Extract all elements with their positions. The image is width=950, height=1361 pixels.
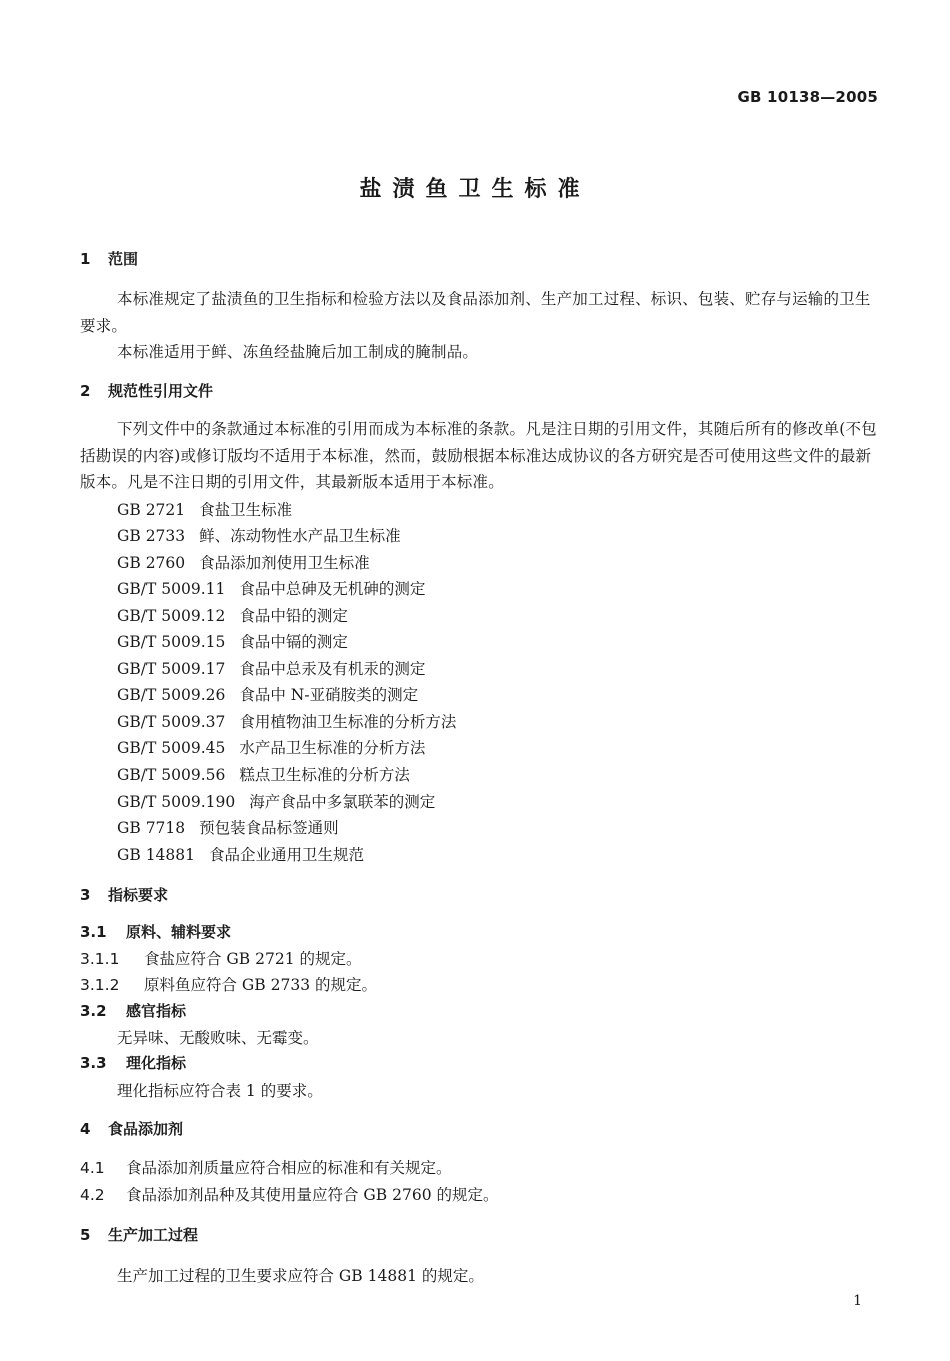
section-1-heading bbox=[80, 248, 138, 269]
section-title: 范围 bbox=[108, 250, 139, 268]
reference-item bbox=[117, 710, 456, 732]
reference-title: 海产食品中多氯联苯的测定 bbox=[249, 793, 436, 811]
reference-item bbox=[117, 763, 410, 785]
reference-item bbox=[117, 604, 348, 626]
reference-item bbox=[117, 630, 348, 652]
clause-text: 食品添加剂品种及其使用量应符合 GB 2760 的规定。 bbox=[126, 1186, 499, 1204]
section-1-paragraph-1: 本标准规定了盐渍鱼的卫生指标和检验方法以及食品添加剂、生产加工过程、标识、包装、贮存与运输的卫生要求。 bbox=[80, 290, 871, 335]
section-3-heading bbox=[80, 884, 168, 905]
reference-item bbox=[117, 551, 370, 573]
section-1-paragraph-2: 本标准适用于鲜、冻鱼经盐腌后加工制成的腌制品。 bbox=[117, 343, 479, 361]
section-number: 3 bbox=[80, 886, 91, 904]
section-title: 原料、辅料要求 bbox=[126, 923, 232, 941]
reference-item bbox=[117, 816, 339, 838]
subsection-3-2-text: 无异味、无酸败味、无霉变。 bbox=[117, 1029, 319, 1047]
clause-3-1-2 bbox=[80, 973, 377, 995]
reference-title: 食品添加剂使用卫生标准 bbox=[199, 554, 370, 572]
clause-text: 食盐应符合 GB 2721 的规定。 bbox=[144, 950, 362, 968]
section-title: 指标要求 bbox=[108, 886, 169, 904]
reference-item bbox=[117, 577, 425, 599]
reference-code: GB/T 5009.15 bbox=[117, 633, 226, 651]
reference-title: 食盐卫生标准 bbox=[199, 501, 293, 519]
reference-title: 食品企业通用卫生规范 bbox=[209, 846, 365, 864]
document-title: 盐渍鱼卫生标准 bbox=[359, 177, 591, 202]
section-4-heading bbox=[80, 1118, 183, 1139]
reference-item bbox=[117, 657, 425, 679]
section-title: 规范性引用文件 bbox=[108, 382, 214, 400]
reference-item bbox=[117, 843, 364, 865]
subsection-3-1-heading bbox=[80, 921, 231, 942]
section-number: 2 bbox=[80, 382, 91, 400]
section-title: 理化指标 bbox=[126, 1054, 187, 1072]
section-number: 5 bbox=[80, 1226, 91, 1244]
reference-item bbox=[117, 790, 435, 812]
reference-code: GB 2760 bbox=[117, 554, 186, 572]
reference-item bbox=[117, 524, 401, 546]
reference-code: GB/T 5009.190 bbox=[117, 793, 236, 811]
reference-code: GB 2733 bbox=[117, 527, 186, 545]
section-number: 4 bbox=[80, 1120, 91, 1138]
reference-title: 水产品卫生标准的分析方法 bbox=[239, 739, 426, 757]
reference-code: GB/T 5009.56 bbox=[117, 766, 226, 784]
section-title: 食品添加剂 bbox=[108, 1120, 184, 1138]
page-number: 1 bbox=[853, 1293, 862, 1309]
reference-code: GB 2721 bbox=[117, 501, 186, 519]
reference-code: GB 14881 bbox=[117, 846, 196, 864]
section-5-heading bbox=[80, 1224, 198, 1245]
reference-title: 食品中铅的测定 bbox=[239, 607, 348, 625]
subsection-3-3-text: 理化指标应符合表 1 的要求。 bbox=[117, 1082, 323, 1100]
standard-number: GB 10138—2005 bbox=[737, 88, 878, 106]
section-number: 1 bbox=[80, 250, 91, 268]
reference-code: GB/T 5009.37 bbox=[117, 713, 226, 731]
section-title: 生产加工过程 bbox=[108, 1226, 199, 1244]
reference-code: GB/T 5009.11 bbox=[117, 580, 226, 598]
subsection-3-3-heading bbox=[80, 1052, 186, 1073]
clause-text: 食品添加剂质量应符合相应的标准和有关规定。 bbox=[126, 1159, 452, 1177]
reference-item bbox=[117, 736, 425, 758]
clause-4-1 bbox=[80, 1156, 452, 1178]
section-5-text: 生产加工过程的卫生要求应符合 GB 14881 的规定。 bbox=[117, 1267, 484, 1285]
reference-title: 食品中总汞及有机汞的测定 bbox=[239, 660, 426, 678]
section-number: 3.3 bbox=[80, 1054, 107, 1072]
section-number: 3.1 bbox=[80, 923, 107, 941]
clause-number: 4.2 bbox=[80, 1186, 105, 1204]
reference-item bbox=[117, 683, 418, 705]
clause-number: 4.1 bbox=[80, 1159, 105, 1177]
reference-title: 食用植物油卫生标准的分析方法 bbox=[239, 713, 457, 731]
reference-code: GB/T 5009.26 bbox=[117, 686, 226, 704]
reference-title: 糕点卫生标准的分析方法 bbox=[239, 766, 410, 784]
clause-4-2 bbox=[80, 1183, 499, 1205]
clause-number: 3.1.1 bbox=[80, 950, 120, 968]
reference-code: GB/T 5009.17 bbox=[117, 660, 226, 678]
clause-3-1-1 bbox=[80, 947, 362, 969]
reference-code: GB/T 5009.45 bbox=[117, 739, 226, 757]
reference-title: 食品中 N-亚硝胺类的测定 bbox=[239, 686, 419, 704]
reference-code: GB 7718 bbox=[117, 819, 186, 837]
reference-code: GB/T 5009.12 bbox=[117, 607, 226, 625]
clause-text: 原料鱼应符合 GB 2733 的规定。 bbox=[144, 976, 378, 994]
section-title: 感官指标 bbox=[126, 1002, 187, 1020]
section-2-paragraph: 下列文件中的条款通过本标准的引用而成为本标准的条款。凡是注日期的引用文件，其随后所有的修改单(不包括勘误的内容)或修订版均不适用于本标准，然而，鼓励根据本标准达成协议的各方研究是否可使用这些文件的最新版本。凡是不注日期的引用文件，其最新版本适用于本标准。 bbox=[80, 420, 877, 491]
clause-number: 3.1.2 bbox=[80, 976, 120, 994]
reference-title: 鲜、冻动物性水产品卫生标准 bbox=[199, 527, 401, 545]
section-number: 3.2 bbox=[80, 1002, 107, 1020]
reference-title: 食品中镉的测定 bbox=[239, 633, 348, 651]
subsection-3-2-heading bbox=[80, 1000, 186, 1021]
reference-title: 食品中总砷及无机砷的测定 bbox=[239, 580, 426, 598]
reference-title: 预包装食品标签通则 bbox=[199, 819, 339, 837]
reference-item bbox=[117, 498, 292, 520]
section-2-heading bbox=[80, 380, 213, 401]
